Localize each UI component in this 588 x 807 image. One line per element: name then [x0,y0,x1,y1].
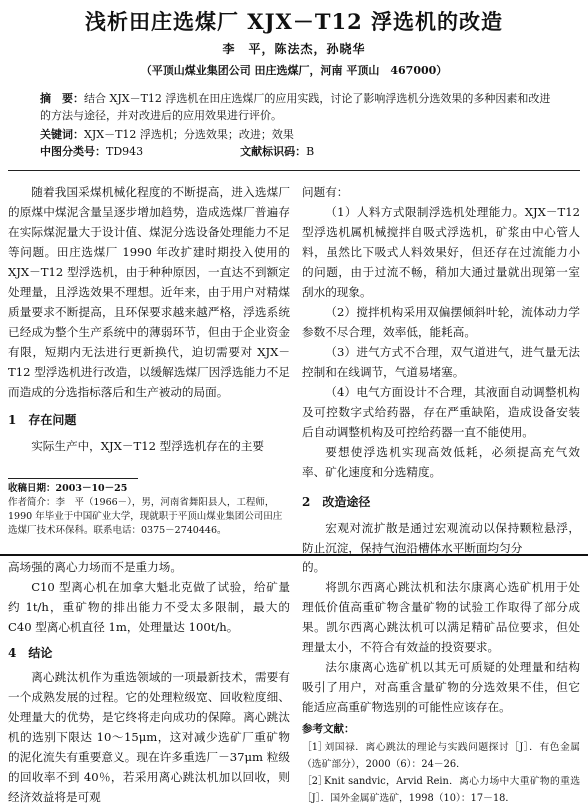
header-rule [8,170,580,171]
authors: 李 平，陈法杰，孙晓华 [222,42,366,56]
abstract-label: 摘 要： [40,92,84,105]
reference-1-number: ［1］ [302,742,328,753]
keywords-text: XJX－T12 浮选机；分选效果；改进；效果 [84,128,294,141]
received-date: 收稿日期：2003－10－25 [8,483,128,494]
doc-value: B [306,145,315,158]
footnote-rule [8,478,138,479]
bottom-left-column [8,557,290,807]
bottom-right-column [302,557,580,807]
page-divider [0,554,588,556]
doc-label: 文献标识码： [240,145,307,158]
kelsey-paragraph: 将凯尔西离心跳汰机和法尔康离心选矿机用于处理低价值高重矿物含量矿物的试验工作取得了部分成果。凯尔西离心跳汰机可以满足精矿品位要求，但处理量太小，不符合有效益的投资要求。 [302,580,580,654]
section-1-heading: 1 存在问题 [8,413,77,427]
footnotes [8,482,290,538]
problem-2: （2）搅拌机构采用双偏摆倾斜叶轮，流体动力学参数不尽合理，效率低，能耗高。 [302,305,580,339]
right-column [302,182,580,558]
references-heading: 参考文献： [302,723,355,735]
section-2-heading: 2 改造途径 [302,495,371,509]
left-column [8,182,290,456]
problem-summary: 要想使浮选机实现高效低耗，必须提高充气效率、矿化速度和分选精度。 [302,445,580,479]
conclusion-paragraph: 离心跳汰机作为重选领域的一项最新技术，需要有一个成熟发展的过程。它的处理粒级宽、回收粒度细、处理量大的优势，是它终将走向成功的保障。离心跳汰机的选别下限达 10～15μm，这对减少选矿厂重矿物的泥化流失有重要意义。现在许多重选厂－37μm 粒级的回收率不到 40％，若采用离心跳汰机加以回收，则经济效益将是可观 [8,670,290,804]
intro-paragraph: 随着我国采煤机械化程度的不断提高，进入选煤厂的原煤中煤泥含量呈逐步增加趋势，造成选煤厂普遍存在实际煤泥量大于设计值、煤泥分选设备处理能力不足等问题。田庄选煤厂 1990 年改扩建时期投入使用的 XJX－T12 型浮选机，由于种种原因，一直达不到额定处理量，且浮选效果不理想。近年来，由于用户对精煤质量要求不断提高，且环保要求越来越严格，浮选系统已经成为整个生产系统中的薄弱环节，但由于企业资金有限，短期内无法进行更新换代，迫切需要对 XJX－T12 型浮选机进行改造，以缓解选煤厂因浮选能力不足而造成的分选指标落后和生产被动的局面。 [8,185,290,399]
class-value: TD943 [106,145,144,158]
section-2-paragraph: 宏观对流扩散是通过宏观流动以保持颗粒悬浮，防止沉淀，保持气泡沿槽体水平断面均匀分 [302,521,580,555]
problem-4: （4）电气方面设计不合理，其液面自动调整机构及可控数字式给药器，存在严重缺陷，造成设备安装后自动调整机构及可控给药器一直不能使用。 [302,385,580,439]
section-4-heading: 4 结论 [8,646,53,660]
reference-2-text: Knit sandvic，Arvid Rein．离心力场中大重矿物的重选［J］．国外金属矿选矿，1998（10）：17－18． [302,776,580,804]
reference-2-number: ［2］ [302,776,328,787]
c10-paragraph: C10 型离心机在加拿大魁北克做了试验，给矿量约 1t/h，重矿物的排出能力不受太多限制，最大的 C40 型离心机直径 1m，处理量达 100t/h。 [8,580,290,634]
abstract-text: 结合 XJX－T12 浮选机在田庄选煤厂的应用实践，讨论了影响浮选机分选效果的多种因素和改进的方法与途径，并对改进后的应用效果进行评价。 [40,92,551,122]
reference-1 [302,739,580,773]
reference-1-text: 刘国禄．离心跳汰的理论与实践问题探讨［J］．有色金属（选矿部分），2000（6）：24－26． [302,742,580,770]
falcon-paragraph: 法尔康离心选矿机以其无可质疑的处理量和结构吸引了用户，对高重含量矿物的分选效果不佳，但它能适应高重矿物选别的可能性应该存在。 [302,660,580,714]
problem-1: （1）人料方式限制浮选机处理能力。XJX－T12 型浮选机属机械搅拌自吸式浮选机，矿浆由中心管人料，虽然比下吸式人料效果好，但还存在过流能力小的问题，由于过流不畅，稍加大通过量就出现第一室刮水的现象。 [302,205,580,299]
problem-3: （3）进气方式不合理，双气道进气，进气量无法控制和在线调节，气道易堵塞。 [302,345,580,379]
continued-end: 的。 [302,560,326,574]
keywords-label: 关键词： [40,128,84,141]
abstract [40,90,560,160]
continued-text: 高场强的离心力场而不是重力场。 [8,560,182,574]
author-bio: 作者简介：李 平（1966－），男，河南省舞阳县人，工程师，1990 年毕业于中国矿业大学，现就职于平顶山煤业集团公司田庄选煤厂技术环保科。联系电话：0375－2740446。 [8,497,283,536]
reference-2 [302,773,580,807]
problems-intro: 问题有： [302,185,349,199]
paper-title: 浅析田庄选煤厂 XJX－T12 浮选机的改造 [85,9,503,34]
affiliation: （平顶山煤业集团公司 田庄选煤厂，河南 平顶山 467000） [140,64,448,77]
class-label: 中图分类号： [40,145,106,158]
section-1-paragraph: 实际生产中，XJX－T12 型浮选机存在的主要 [31,439,265,453]
